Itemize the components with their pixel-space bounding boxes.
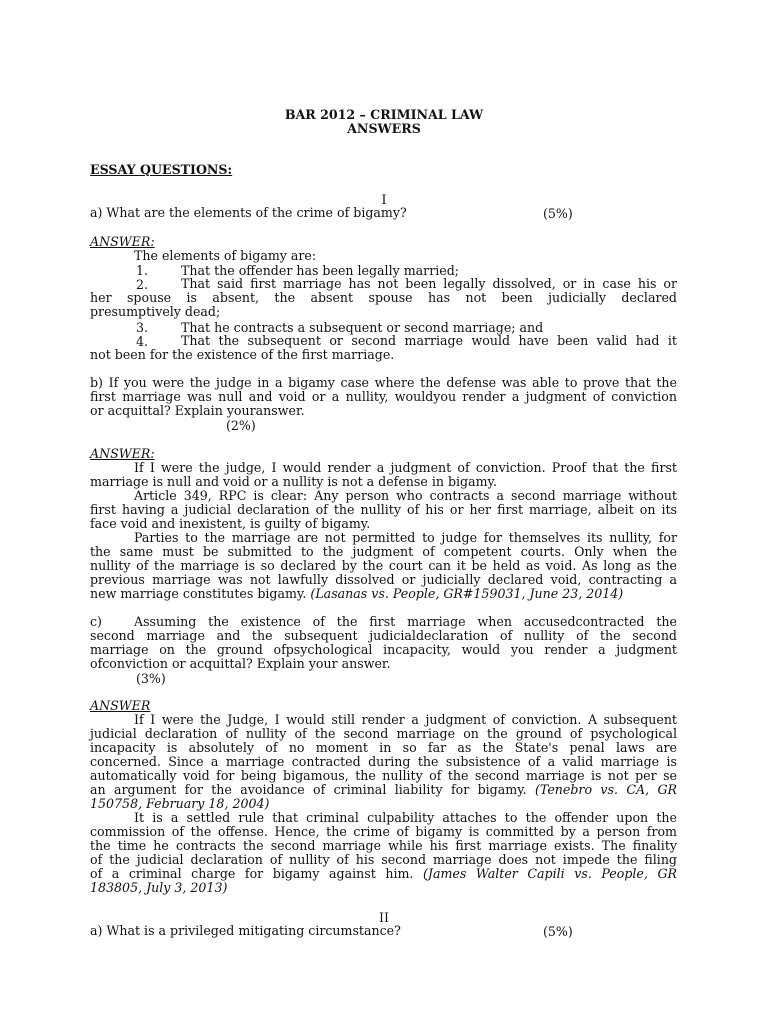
element-4-line-2: not been for the existence of the first marriage. — [90, 347, 395, 362]
element-4-number: 4. — [136, 334, 149, 349]
citation-tenebro-part-1: (Tenebro vs. CA, GR — [535, 782, 677, 797]
document-subtitle: ANSWERS — [347, 121, 421, 136]
document-title: BAR 2012 – CRIMINAL LAW — [284, 107, 484, 122]
question-1b-line-1: b) If you were the judge in a bigamy case where the defense was able to prove that the — [90, 375, 677, 390]
answer-1b-p1-line-2: marriage is null and void or a nullity is not a defense in bigamy. — [90, 474, 498, 489]
element-3-number: 3. — [136, 320, 149, 335]
question-1c-line-4: ofconviction or acquittal? Explain your answer. — [90, 656, 391, 671]
question-1c-line-3: marriage on the ground ofpsychological incapacity, would you render a judgment — [90, 642, 677, 657]
question-1c-label: c) — [90, 614, 102, 629]
answer-1c-p1-line-2: judicial declaration of nullity of the second marriage on the ground of psychological — [90, 726, 677, 741]
answer-label-1c: ANSWER — [90, 698, 151, 713]
question-1c-points: (3%) — [136, 671, 166, 686]
element-2-number: 2. — [136, 277, 149, 292]
question-1b-line-2: first marriage was null and void or a nullity, wouldyou render a judgment of conviction — [90, 389, 677, 404]
answer-1b-p3-line-3: nullity of the marriage is so declared by the court can it be held as void. As long as the — [90, 558, 677, 573]
answer-1c-p1-line-5: automatically void for being bigamous, the nullity of the second marriage is not per se — [90, 768, 677, 783]
answer-1b-p3-line-4: previous marriage was not lawfully dissolved or judicially declared void, contracting a — [90, 572, 677, 587]
answer-1a-intro: The elements of bigamy are: — [134, 248, 317, 263]
answer-1b-p1-line-1: If I were the judge, I would render a judgment of conviction. Proof that the first — [134, 460, 677, 475]
section-numeral-1: I — [381, 192, 387, 207]
answer-1b-p2-line-2: first having a judicial declaration of the nullity of his or her first marriage, albeit on its — [90, 502, 677, 517]
answer-1b-p3-line-1: Parties to the marriage are not permitted to judge for themselves its nullity, for — [134, 530, 677, 545]
answer-1c-p2-line-1: It is a settled rule that criminal culpability attaches to the offender upon the — [134, 810, 677, 825]
answer-1c-p2-line-3: the time he contracts the second marriage while his first marriage exists. The finality — [90, 838, 677, 853]
question-1c-line-2: second marriage and the subsequent judicialdeclaration of nullity of the second — [90, 628, 677, 643]
element-1-text: That the offender has been legally married; — [181, 263, 460, 278]
element-2-line-2: her spouse is absent, the absent spouse has not been judicially declared — [90, 290, 677, 305]
answer-1b-p3-line-2: the same must be submitted to the judgment of competent courts. Only when the — [90, 544, 677, 559]
citation-capili-part-2: 183805, July 3, 2013) — [90, 880, 228, 895]
question-1b-points: (2%) — [226, 418, 256, 433]
answer-1c-p2-text: of a criminal charge for bigamy against him. — [90, 866, 414, 881]
answer-1b-p2-line-3: face void and inexistent, is guilty of bigamy. — [90, 516, 371, 531]
element-2-line-1: That said first marriage has not been legally dissolved, or in case his or — [181, 276, 677, 291]
answer-1b-p2-line-1: Article 349, RPC is clear: Any person who contracts a second marriage without — [134, 488, 677, 503]
citation-capili-part-1: (James Walter Capili vs. People, GR — [423, 866, 677, 881]
question-1a: a) What are the elements of the crime of bigamy? — [90, 205, 407, 220]
answer-1c-p1-text: an argument for the avoidance of criminal liability for bigamy. — [90, 782, 527, 797]
question-2a: a) What is a privileged mitigating circumstance? — [90, 923, 401, 938]
answer-1c-p1-line-1: If I were the Judge, I would still render a judgment of conviction. A subsequent — [134, 712, 677, 727]
question-2a-points: (5%) — [543, 924, 573, 939]
answer-1b-p3-line-5 — [90, 587, 677, 601]
element-1-number: 1. — [136, 263, 149, 278]
section-numeral-2: II — [379, 910, 389, 925]
element-3-text: That he contracts a subsequent or second marriage; and — [181, 320, 544, 335]
answer-1c-p2-line-4: of the judicial declaration of nullity of his second marriage does not impede the filing — [90, 852, 677, 867]
answer-label-1b: ANSWER: — [90, 446, 155, 461]
citation-tenebro-part-2: 150758, February 18, 2004) — [90, 796, 270, 811]
answer-1c-p2-line-2: commission of the offense. Hence, the crime of bigamy is committed by a person from — [90, 824, 677, 839]
essay-questions-heading: ESSAY QUESTIONS: — [90, 162, 233, 177]
answer-1c-p1-line-4: concerned. Since a marriage contracted during the subsistence of a valid marriage is — [90, 754, 677, 769]
answer-1c-p2-line-5 — [90, 867, 677, 881]
citation-lasanas: (Lasanas vs. People, GR#159031, June 23, 2014) — [310, 586, 624, 601]
question-1a-points: (5%) — [543, 206, 573, 221]
answer-label-1a: ANSWER: — [90, 234, 155, 249]
question-1c-line-1: Assuming the existence of the first marriage when accusedcontracted the — [134, 614, 677, 629]
element-4-line-1: That the subsequent or second marriage would have been valid had it — [181, 333, 677, 348]
element-2-line-3: presumptively dead; — [90, 304, 221, 319]
answer-1b-p3-text: new marriage constitutes bigamy. — [90, 586, 307, 601]
answer-1c-p1-line-6 — [90, 783, 677, 797]
answer-1c-p1-line-3: incapacity is absolutely of no moment in so far as the State's penal laws are — [90, 740, 677, 755]
question-1b-line-3: or acquittal? Explain youranswer. — [90, 403, 305, 418]
